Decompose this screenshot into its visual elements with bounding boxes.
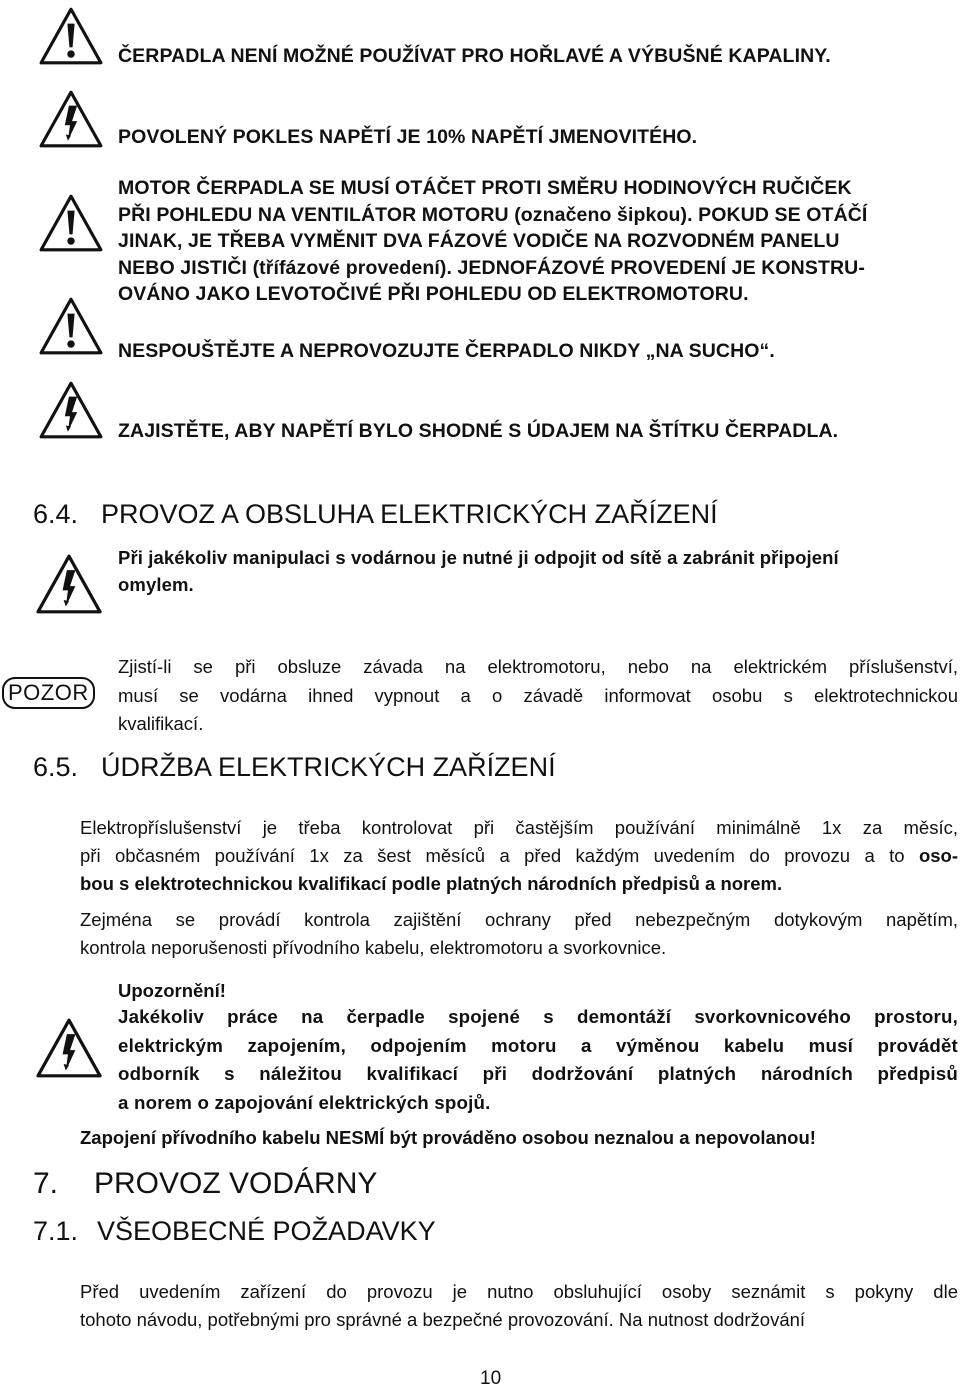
warning-line: OVÁNO JAKO LEVOTOČIVÉ PŘI POHLEDU OD ELEKTROMOTORU. (118, 283, 749, 305)
paragraph-line (80, 842, 958, 870)
electrical-hazard-icon (38, 380, 104, 440)
notice-line: a norem o zapojování elektrických spojů. (118, 1091, 491, 1113)
inspection-paragraph (80, 906, 958, 962)
pozor-line: kvalifikací. (118, 713, 204, 734)
paragraph-line: Elektropříslušenství je třeba kontrolovat při častějším používání minimálně 1x za měsíc, (80, 817, 958, 838)
pozor-badge: POZOR (2, 677, 95, 709)
warning-text-rotation (118, 175, 953, 308)
warning-line: JINAK, JE TŘEBA VYMĚNIT DVA FÁZOVÉ VODIČE NA ROZVODNÉM PANELU (118, 230, 840, 252)
paragraph-line: tohoto návodu, potřebnými pro správné a bezpečné provozování. Na nutnost dodržování (80, 1309, 806, 1330)
electrical-hazard-icon (38, 89, 104, 149)
pozor-text (118, 653, 958, 739)
exclamation-warning-icon (38, 193, 104, 253)
paragraph-line: kontrola neporušenosti přívodního kabelu, elektromotoru a svorkovnice. (80, 937, 667, 958)
notice-title: Upozornění! (118, 980, 226, 1001)
paragraph-line-text: při občasném používání 1x za šest měsíců a před každým uvedením do provozu a to (80, 845, 905, 866)
warning-text-dry-run: NESPOUŠTĚJTE A NEPROVOZUJTE ČERPADLO NIKDY „NA SUCHO“. (118, 340, 775, 362)
disconnect-note (118, 545, 958, 598)
electrical-hazard-icon (34, 1017, 104, 1079)
section-number-6-5: 6.5. (33, 752, 79, 782)
warning-text-rating-plate: ZAJISTĚTE, ABY NAPĚTÍ BYLO SHODNÉ S ÚDAJEM NA ŠTÍTKU ČERPADLA. (118, 420, 839, 442)
section-number-7-1: 7.1. (33, 1216, 79, 1246)
page-number: 10 (480, 1368, 502, 1389)
paragraph-line-bold: bou s elektrotechnickou kvalifikací podle platných národních předpisů a norem. (80, 873, 783, 894)
note-line: omylem. (118, 573, 194, 595)
section-title-7-1: VŠEOBECNÉ POŽADAVKY (97, 1216, 436, 1246)
warning-text-flammable: ČERPADLA NENÍ MOŽNÉ POUŽÍVAT PRO HOŘLAVÉ A VÝBUŠNÉ KAPALINY. (118, 45, 831, 67)
notice-line: odborník s náležitou kvalifikací při dodržování platných národních předpisů (118, 1063, 958, 1084)
section-title-6-4: PROVOZ A OBSLUHA ELEKTRICKÝCH ZAŘÍZENÍ (101, 499, 718, 529)
notice-text (118, 1003, 958, 1117)
requirements-paragraph (80, 1278, 958, 1334)
warning-line: MOTOR ČERPADLA SE MUSÍ OTÁČET PROTI SMĚRU HODINOVÝCH RUČIČEK (118, 177, 852, 199)
exclamation-warning-icon (38, 296, 104, 356)
maintenance-paragraph (80, 814, 958, 898)
notice-line: Jakékoliv práce na čerpadle spojené s demontáží svorkovnicového prostoru, (118, 1006, 958, 1027)
section-title-6-5: ÚDRŽBA ELEKTRICKÝCH ZAŘÍZENÍ (101, 752, 556, 782)
warning-line: NEBO JISTIČI (třífázové provedení). JEDNOFÁZOVÉ PROVEDENÍ JE KONSTRU- (118, 256, 865, 279)
paragraph-line: Před uvedením zařízení do provozu je nutno obsluhující osoby seznámit s pokyny dle (80, 1281, 958, 1302)
pozor-line: musí se vodárna ihned vypnout a o závadě informovat osobu s elektrotechnickou (118, 684, 958, 706)
electrical-hazard-icon (34, 553, 104, 615)
paragraph-line: Zejména se provádí kontrola zajištění ochrany před nebezpečným dotykovým napětím, (80, 909, 958, 930)
section-number-6-4: 6.4. (33, 499, 79, 529)
cable-note: Zapojení přívodního kabelu NESMÍ být prováděno osobou neznalou a nepovolanou! (80, 1127, 816, 1148)
warning-text-voltage-drop: POVOLENÝ POKLES NAPĚTÍ JE 10% NAPĚTÍ JMENOVITÉHO. (118, 126, 698, 148)
section-number-7: 7. (33, 1167, 59, 1200)
pozor-line: Zjistí-li se při obsluze závada na elektromotoru, nebo na elektrickém příslušenství, (118, 656, 958, 677)
note-line: Při jakékoliv manipulaci s vodárnou je nutné ji odpojit od sítě a zabránit připojení (118, 547, 839, 568)
paragraph-bold-tail: oso- (918, 845, 958, 866)
section-title-7: PROVOZ VODÁRNY (94, 1167, 378, 1200)
warning-line: PŘI POHLEDU NA VENTILÁTOR MOTORU (označeno šipkou). POKUD SE OTÁČÍ (118, 203, 868, 226)
notice-line: elektrickým zapojením, odpojením motoru a výměnou kabelu musí provádět (118, 1034, 958, 1056)
exclamation-warning-icon (38, 6, 104, 66)
